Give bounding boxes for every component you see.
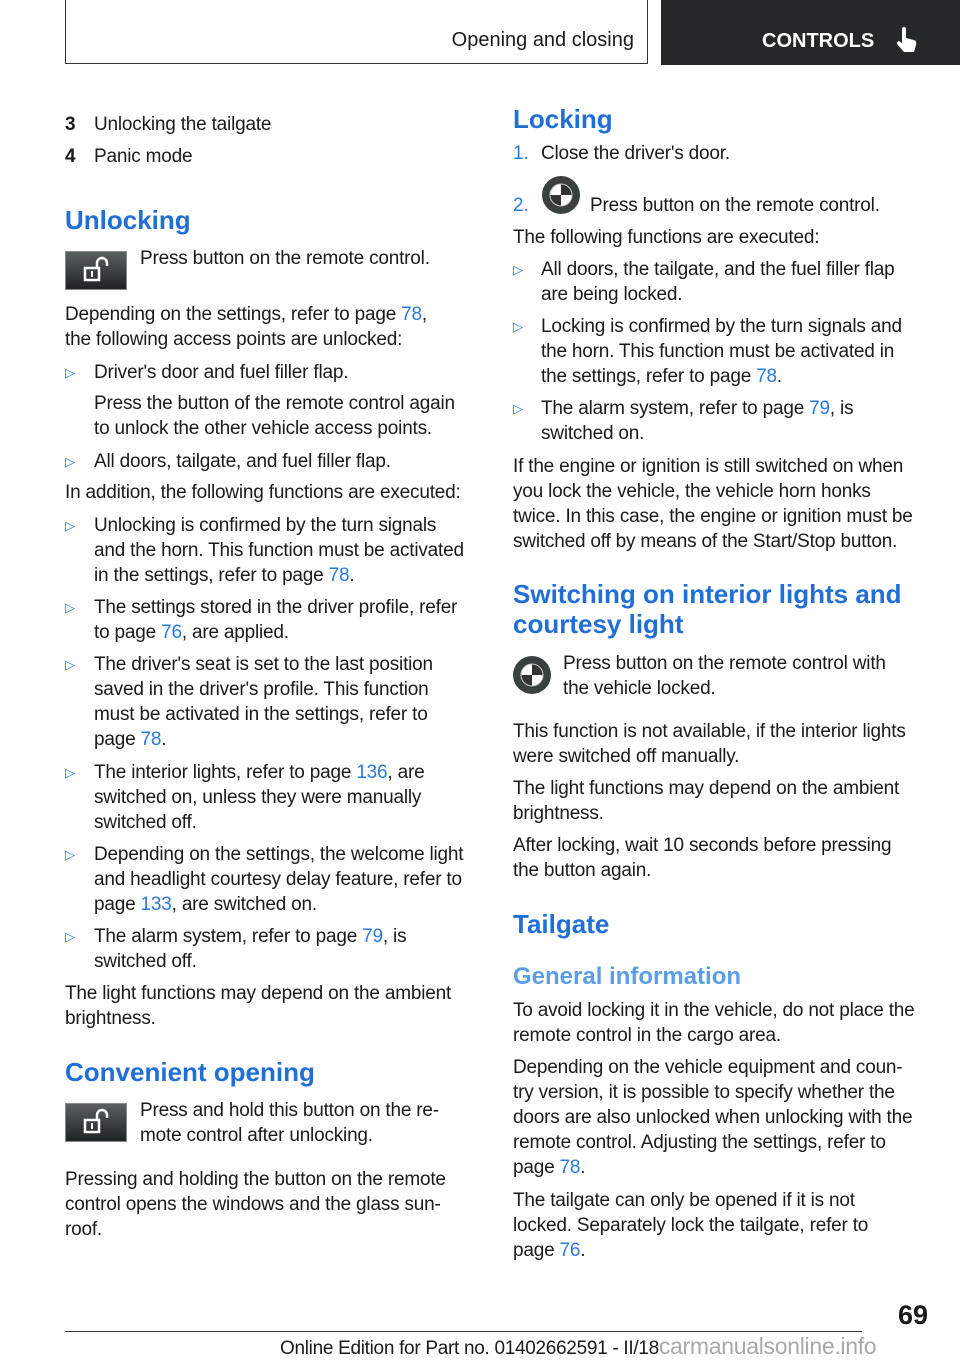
bmw-logo-button-icon: [512, 655, 552, 695]
page-link[interactable]: 76: [559, 1240, 581, 1261]
bullet-text: Driver's door and fuel filler flap.: [94, 362, 349, 383]
text: .: [580, 1240, 586, 1261]
paragraph: [65, 302, 427, 352]
step-number: 2.: [513, 195, 529, 216]
text: , are switched on.: [171, 894, 317, 915]
page-link[interactable]: 78: [328, 565, 350, 586]
paragraph: After locking, wait 10 seconds before pressing the button again.: [513, 835, 892, 881]
page-link[interactable]: 79: [362, 926, 383, 947]
heading-locking: Locking: [513, 104, 613, 134]
page-link[interactable]: 79: [809, 398, 830, 419]
edition-text: Online Edition for Part no. 01402662591 - II/18: [280, 1338, 659, 1359]
text: The settings stored in the driver profile, refer to page: [94, 597, 458, 643]
text: Depending on the settings, the welcome light and headlight courtesy delay feature, refer to page: [94, 844, 464, 915]
bullet-triangle-icon: ▷: [65, 365, 75, 380]
paragraph: [513, 1055, 912, 1180]
footer-edition: [280, 1333, 876, 1360]
page-link[interactable]: 76: [161, 622, 182, 643]
step-text: Close the driver's door.: [541, 143, 730, 164]
page-link[interactable]: 133: [140, 894, 172, 915]
bullet-text: [94, 924, 406, 974]
bullet-triangle-icon: ▷: [513, 401, 523, 416]
page-number: 69: [897, 1300, 928, 1330]
text: , is switched on.: [541, 398, 854, 444]
text: Unlocking is confirmed by the turn signals and the horn. This function must be activated in the settings, refer to page: [94, 515, 464, 586]
bullet-text: [541, 314, 902, 389]
text: The interior lights, refer to page: [94, 762, 357, 783]
text: The alarm system, refer to page: [94, 926, 363, 947]
text: , is switched off.: [94, 926, 407, 972]
text: .: [580, 1157, 586, 1178]
item-number: 3: [65, 114, 76, 135]
text: .: [776, 366, 782, 387]
paragraph: [513, 1188, 868, 1263]
item-label: Unlocking the tailgate: [94, 114, 272, 135]
page-link[interactable]: 136: [356, 762, 388, 783]
bullet-text: [94, 842, 463, 917]
bullet-text: [94, 760, 424, 835]
page-link[interactable]: 78: [140, 729, 162, 750]
subheading-general-information: General information: [513, 963, 742, 990]
heading-convenient-opening: Convenient opening: [65, 1057, 315, 1087]
footer-divider: [65, 1331, 862, 1332]
text: Depending on the settings, refer to page: [65, 304, 402, 325]
bullet-text: [541, 396, 853, 446]
watermark: carmanualsonline.info: [658, 1333, 877, 1359]
text: Locking is confirmed by the turn signals and the horn. This function must be activated in the settings, refer to page: [541, 316, 902, 387]
hand-pointer-icon: [895, 26, 919, 54]
bullet-triangle-icon: ▷: [65, 847, 75, 862]
text: The driver's seat is set to the last position saved in the driver's profile. This function must be activated in the settings, refer to page: [94, 654, 433, 750]
interior-icon-text: Press button on the remote control with the vehicle locked.: [563, 653, 886, 699]
step-number: 1.: [513, 143, 529, 164]
heading-interior-lights: Switching on interior lights and courtesy light: [513, 579, 902, 639]
bullet-triangle-icon: ▷: [65, 657, 75, 672]
bullet-subtext: Press the button of the remote control again to unlock the other vehicle access points.: [94, 393, 455, 439]
bmw-logo-button-icon: [541, 175, 581, 215]
paragraph: This function is not available, if the interior lights were switched off manually.: [513, 721, 906, 767]
paragraph: Pressing and holding the button on the remote control opens the windows and the glass sun- roof.: [65, 1169, 446, 1240]
bullet-triangle-icon: ▷: [513, 319, 523, 334]
text: The tailgate can only be opened if it is not locked. Separately lock the tailgate, refer to page: [513, 1190, 869, 1261]
text: , are switched on, unless they were manually switched off.: [94, 762, 425, 833]
text: .: [161, 729, 167, 750]
paragraph: The light functions may depend on the ambient brightness.: [65, 983, 452, 1029]
text: , the following access points are unlocked:: [65, 304, 427, 350]
heading-tailgate: Tailgate: [513, 909, 610, 939]
paragraph: The light functions may depend on the ambient brightness.: [513, 778, 900, 824]
paragraph: In addition, the following functions are executed:: [65, 482, 461, 503]
bullet-triangle-icon: ▷: [65, 518, 75, 533]
bullet-triangle-icon: ▷: [65, 765, 75, 780]
header-section-title: Opening and closing: [451, 29, 634, 51]
unlocking-icon-text: Press button on the remote control.: [140, 248, 430, 269]
text: , are applied.: [181, 622, 289, 643]
item-number: 4: [65, 146, 76, 167]
text: The alarm system, refer to page: [541, 398, 810, 419]
text: .: [349, 565, 355, 586]
chapter-label: CONTROLS: [762, 30, 875, 52]
bullet-text: [94, 595, 457, 645]
bullet-text: [94, 652, 433, 752]
page-link[interactable]: 78: [559, 1157, 581, 1178]
step-text: Press button on the remote control.: [590, 195, 880, 216]
unlock-button-icon: [65, 1103, 127, 1142]
bullet-text: All doors, tailgate, and fuel filler flap.: [94, 451, 391, 472]
header-chapter-tab[interactable]: [661, 0, 960, 65]
paragraph: If the engine or ignition is still switched on when you lock the vehicle, the vehicle horn honks twice. In this case, the engine or ignition must be switched off by means of the Start/Stop button.: [513, 456, 913, 552]
bullet-triangle-icon: ▷: [513, 262, 523, 277]
text: Depending on the vehicle equipment and coun- try version, it is possible to specify whether the doors are also unlocked when unlocking with the remote control. Adjusting the settings, refer to page: [513, 1057, 913, 1178]
bullet-triangle-icon: ▷: [65, 600, 75, 615]
item-label: Panic mode: [94, 146, 193, 167]
convenient-icon-text: Press and hold this button on the re- mote control after unlocking.: [140, 1100, 439, 1146]
page-link[interactable]: 78: [401, 304, 422, 325]
paragraph: The following functions are executed:: [513, 227, 820, 248]
paragraph: To avoid locking it in the vehicle, do not place the remote control in the cargo area.: [513, 1000, 915, 1046]
heading-unlocking: Unlocking: [65, 205, 191, 235]
bullet-triangle-icon: ▷: [65, 929, 75, 944]
bullet-text: All doors, the tailgate, and the fuel filler flap are being locked.: [541, 259, 895, 305]
unlock-button-icon: [65, 251, 127, 290]
page-link[interactable]: 78: [756, 366, 777, 387]
bullet-triangle-icon: ▷: [65, 454, 75, 469]
bullet-text: [94, 513, 464, 588]
